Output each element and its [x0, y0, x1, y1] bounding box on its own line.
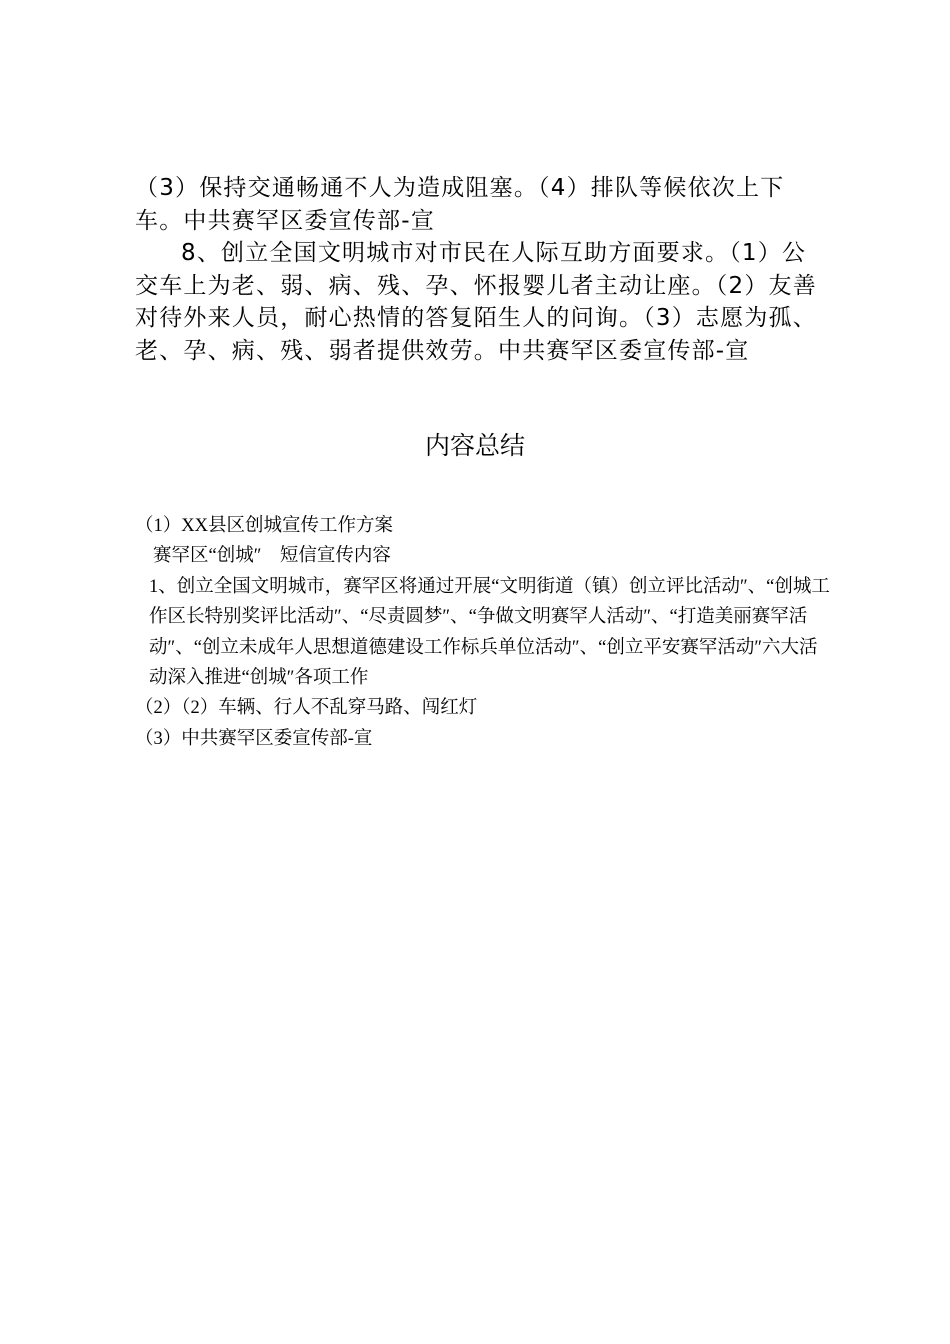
summary-line-5: （3）中共赛罕区委宣传部-宣 [135, 728, 373, 749]
body-paragraph-2: 8、创立全国文明城市对市民在人际互助方面要求。（1）公交车上为老、弱、病、残、孕、怀报婴儿者主动让座。（2）友善对待外来人员，耐心热情的答复陌生人的问询。（3）志愿为孤、老、孕、病、残、弱者提供效劳。中共赛罕区委宣传部-宣 [135, 240, 817, 364]
body-paragraph-1: （3）保持交通畅通不人为造成阻塞。（4）排队等候依次上下车。中共赛罕区委宣传部-宣 [135, 175, 785, 234]
summary-line-1: （1）XX县区创城宣传工作方案 [135, 516, 393, 536]
summary-section [135, 511, 835, 754]
summary-title: 内容总结 [424, 431, 525, 460]
summary-line-3: 1、创立全国文明城市，赛罕区将通过开展“文明街道（镇）创立评比活动″、“创城工作区长特别奖评比活动″、“尽责圆梦″、“争做文明赛罕人活动″、“打造美丽赛罕活动″、“创立未成年人思想道德建设工作标兵单位活动″、“创立平安赛罕活动″六大活动深入推进“创城″各项工作 [149, 576, 830, 689]
summary-line-4: （2）（2）车辆、行人不乱穿马路、闯红灯 [135, 698, 478, 719]
summary-line-2: 赛罕区“创城″ 短信宣传内容 [153, 546, 391, 567]
body-text [135, 172, 825, 367]
